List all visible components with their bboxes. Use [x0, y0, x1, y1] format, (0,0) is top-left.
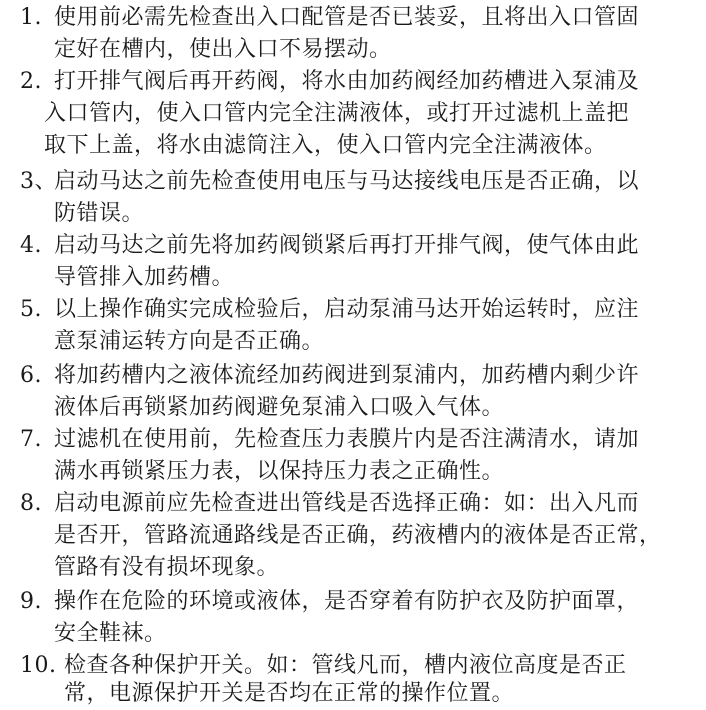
item-8-line-3: 管路有没有损坏现象。: [54, 555, 280, 580]
item-3-number: 3、: [20, 169, 57, 194]
item-8-number: 8.: [20, 491, 42, 516]
item-10-number: 10.: [20, 653, 57, 678]
item-5-line-1: 以上操作确实完成检验后，启动泵浦马达开始运转时，应注: [54, 297, 640, 322]
item-8-line-2: 是否开，管路流通路线是否正确，药液槽内的液体是否正常，: [54, 523, 662, 548]
item-4-number: 4.: [20, 233, 42, 258]
item-7-line-1: 过滤机在使用前，先检查压力表膜片内是否注满清水，请加: [54, 427, 640, 452]
item-9-number: 9.: [20, 589, 42, 614]
item-1-line-2: 定好在槽内，使出入口不易摆动。: [54, 37, 392, 62]
item-7-line-2: 满水再锁紧压力表，以保持压力表之正确性。: [54, 459, 505, 484]
item-10-line-1: 检查各种保护开关。如：管线凡而，槽内液位高度是否正: [64, 653, 627, 678]
item-10-line-2: 常，电源保护开关是否均在正常的操作位置。: [64, 681, 515, 706]
item-7-number: 7.: [20, 427, 42, 452]
item-1-number: 1.: [20, 5, 42, 30]
item-3-line-1: 启动马达之前先检查使用电压与马达接线电压是否正确，以: [54, 169, 640, 194]
item-3-line-2: 防错误。: [54, 201, 145, 226]
item-2-line-1: 打开排气阀后再开药阀，将水由加药阀经加药槽进入泵浦及: [54, 69, 640, 94]
item-2-line-2: 入口管内，使入口管内完全注满液体，或打开过滤机上盖把: [44, 101, 630, 126]
item-6-line-1: 将加药槽内之液体流经加药阀进到泵浦内，加药槽内剩少许: [54, 363, 640, 388]
item-6-line-2: 液体后再锁紧加药阀避免泵浦入口吸入气体。: [54, 395, 505, 420]
item-9-line-2: 安全鞋袜。: [54, 621, 167, 646]
item-4-line-1: 启动马达之前先将加药阀锁紧后再打开排气阀，使气体由此: [54, 233, 640, 258]
item-8-line-1: 启动电源前应先检查进出管线是否选择正确：如：出入凡而: [54, 491, 640, 516]
item-4-line-2: 导管排入加药槽。: [54, 265, 235, 290]
item-2-line-3: 取下上盖，将水由滤筒注入，使入口管内完全注满液体。: [44, 133, 607, 158]
item-5-line-2: 意泵浦运转方向是否正确。: [54, 329, 325, 354]
item-1-line-1: 使用前必需先检查出入口配管是否已装妥，且将出入口管固: [54, 5, 640, 30]
item-9-line-1: 操作在危险的环境或液体，是否穿着有防护衣及防护面罩，: [54, 589, 640, 614]
item-6-number: 6.: [20, 363, 42, 388]
item-2-number: 2.: [20, 69, 42, 94]
item-5-number: 5.: [20, 297, 42, 322]
